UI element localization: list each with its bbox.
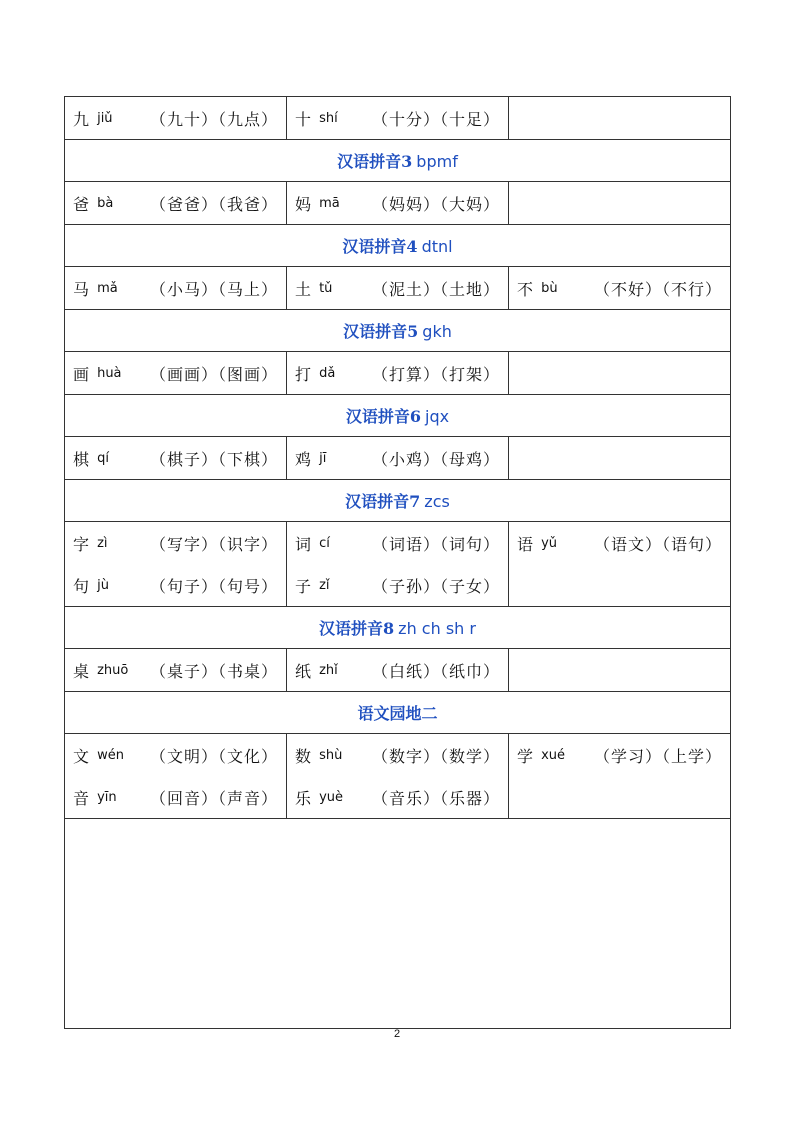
vocab-cell	[65, 522, 287, 607]
pinyin: dǎ	[319, 365, 336, 381]
hanzi-character: 纸	[295, 661, 312, 681]
vocab-entry	[73, 776, 278, 818]
pinyin: cí	[319, 535, 330, 551]
vocab-cell	[509, 649, 731, 692]
vocab-row	[65, 522, 731, 607]
word-examples: （回音）（声音）	[149, 788, 278, 808]
pinyin: bù	[541, 280, 558, 296]
hanzi-character: 数	[295, 746, 312, 766]
word-examples: （数字）（数学）	[371, 746, 500, 766]
vocab-cell	[509, 97, 731, 140]
pinyin: huà	[97, 365, 122, 381]
word-examples: （十分）（十足）	[371, 109, 500, 129]
vocab-table	[64, 96, 731, 1029]
hanzi-character: 桌	[73, 661, 90, 681]
pinyin: yǔ	[541, 535, 558, 551]
word-examples: （棋子）（下棋）	[149, 449, 278, 469]
section-header-row	[65, 480, 731, 522]
section-title: 汉语拼音7	[345, 492, 421, 511]
hanzi-character: 句	[73, 576, 90, 596]
vocab-entry	[73, 352, 278, 394]
vocab-row	[65, 352, 731, 395]
vocab-cell	[509, 267, 731, 310]
word-examples: （九十）（九点）	[149, 109, 278, 129]
vocab-entry	[73, 522, 278, 564]
word-examples: （爸爸）（我爸）	[149, 194, 278, 214]
vocab-cell	[287, 97, 509, 140]
vocab-row	[65, 437, 731, 480]
word-examples: （小鸡）（母鸡）	[371, 449, 500, 469]
vocab-row	[65, 267, 731, 310]
pinyin: jiǔ	[97, 110, 113, 126]
pinyin: zì	[97, 535, 108, 551]
pinyin: zhǐ	[319, 662, 338, 678]
blank-cell	[65, 819, 731, 1029]
word-examples: （语文）（语句）	[593, 534, 722, 554]
vocab-cell	[287, 522, 509, 607]
section-title: 汉语拼音4	[342, 237, 418, 256]
section-pinyin-letters: dtnl	[421, 237, 453, 256]
hanzi-character: 子	[295, 576, 312, 596]
section-title: 语文园地二	[357, 704, 438, 723]
word-examples: （小马）（马上）	[149, 279, 278, 299]
page-number: 2	[393, 1028, 401, 1040]
vocab-cell	[509, 522, 731, 607]
vocab-row	[65, 97, 731, 140]
pinyin: tǔ	[319, 280, 333, 296]
section-header	[65, 395, 731, 437]
section-header	[65, 225, 731, 267]
section-pinyin-letters: zcs	[424, 492, 450, 511]
vocab-entry	[73, 97, 278, 139]
vocab-table-container	[64, 96, 730, 1029]
vocab-cell	[509, 734, 731, 819]
vocab-row	[65, 734, 731, 819]
word-examples: （白纸）（纸巾）	[371, 661, 500, 681]
hanzi-character: 妈	[295, 194, 312, 214]
vocab-cell	[287, 734, 509, 819]
pinyin: shí	[319, 110, 338, 126]
vocab-cell	[509, 182, 731, 225]
section-header	[65, 310, 731, 352]
vocab-cell	[287, 267, 509, 310]
vocab-entry	[73, 564, 278, 606]
word-examples: （打算）（打架）	[371, 364, 500, 384]
hanzi-character: 不	[517, 279, 534, 299]
vocab-entry	[73, 734, 278, 776]
hanzi-character: 画	[73, 364, 90, 384]
section-pinyin-letters: bpmf	[416, 152, 458, 171]
hanzi-character: 棋	[73, 449, 90, 469]
word-examples: （画画）（图画）	[149, 364, 278, 384]
vocab-entry	[295, 522, 500, 564]
hanzi-character: 鸡	[295, 449, 312, 469]
vocab-cell	[287, 352, 509, 395]
pinyin: wén	[97, 747, 124, 763]
vocab-entry	[295, 267, 500, 309]
word-examples: （妈妈）（大妈）	[371, 194, 500, 214]
word-examples: （音乐）（乐器）	[371, 788, 500, 808]
blank-row	[65, 819, 731, 1029]
word-examples: （写字）（识字）	[149, 534, 278, 554]
vocab-cell	[509, 352, 731, 395]
vocab-cell	[65, 734, 287, 819]
pinyin: zǐ	[319, 577, 330, 593]
hanzi-character: 土	[295, 279, 312, 299]
word-examples: （不好）（不行）	[593, 279, 722, 299]
section-pinyin-letters: gkh	[422, 322, 452, 341]
vocab-entry	[517, 734, 722, 776]
pinyin: mā	[319, 195, 340, 211]
section-header-row	[65, 692, 731, 734]
vocab-cell	[65, 352, 287, 395]
vocab-entry	[73, 437, 278, 479]
word-examples: （桌子）（书桌）	[149, 661, 278, 681]
hanzi-character: 语	[517, 534, 534, 554]
pinyin: mǎ	[97, 280, 118, 296]
hanzi-character: 爸	[73, 194, 90, 214]
vocab-entry	[517, 522, 722, 564]
vocab-cell	[65, 97, 287, 140]
vocab-cell	[287, 437, 509, 480]
vocab-cell	[65, 182, 287, 225]
vocab-row	[65, 649, 731, 692]
hanzi-character: 九	[73, 109, 90, 129]
word-examples: （学习）（上学）	[593, 746, 722, 766]
vocab-entry	[295, 649, 500, 691]
vocab-cell	[287, 182, 509, 225]
vocab-entry	[295, 437, 500, 479]
section-title: 汉语拼音6	[345, 407, 422, 426]
word-examples: （文明）（文化）	[149, 746, 278, 766]
section-header	[65, 140, 731, 182]
vocab-entry	[73, 267, 278, 309]
section-header	[65, 692, 731, 734]
word-examples: （词语）（词句）	[371, 534, 500, 554]
vocab-cell	[287, 649, 509, 692]
vocab-entry	[295, 97, 500, 139]
pinyin: yuè	[319, 789, 344, 805]
vocab-entry	[517, 267, 722, 309]
section-header-row	[65, 607, 731, 649]
section-header-row	[65, 395, 731, 437]
section-header	[65, 480, 731, 522]
hanzi-character: 马	[73, 279, 90, 299]
section-header-row	[65, 225, 731, 267]
pinyin: jù	[97, 577, 109, 593]
vocab-table-body	[65, 97, 731, 1029]
pinyin: bà	[97, 195, 114, 211]
hanzi-character: 音	[73, 788, 90, 808]
hanzi-character: 文	[73, 746, 90, 766]
section-title: 汉语拼音8	[319, 619, 395, 638]
hanzi-character: 字	[73, 534, 90, 554]
section-pinyin-letters: zh ch sh r	[398, 619, 476, 638]
vocab-cell	[65, 649, 287, 692]
vocab-cell	[65, 437, 287, 480]
section-header-row	[65, 310, 731, 352]
vocab-row	[65, 182, 731, 225]
vocab-entry	[295, 734, 500, 776]
vocab-cell	[509, 437, 731, 480]
vocab-entry	[295, 776, 500, 818]
section-title: 汉语拼音5	[343, 322, 419, 341]
vocab-entry	[73, 649, 278, 691]
hanzi-character: 乐	[295, 788, 312, 808]
vocab-entry	[295, 352, 500, 394]
word-examples: （句子）（句号）	[149, 576, 278, 596]
hanzi-character: 打	[295, 364, 312, 384]
pinyin: zhuō	[97, 662, 129, 678]
hanzi-character: 词	[295, 534, 312, 554]
pinyin: yīn	[97, 789, 117, 805]
pinyin: jī	[319, 450, 327, 466]
section-header-row	[65, 140, 731, 182]
pinyin: qí	[97, 450, 109, 466]
vocab-entry	[295, 182, 500, 224]
section-pinyin-letters: jqx	[425, 407, 450, 426]
vocab-cell	[65, 267, 287, 310]
word-examples: （泥土）（土地）	[371, 279, 500, 299]
section-title: 汉语拼音3	[337, 152, 413, 171]
hanzi-character: 十	[295, 109, 312, 129]
hanzi-character: 学	[517, 746, 534, 766]
pinyin: xué	[541, 747, 566, 763]
vocab-entry	[73, 182, 278, 224]
pinyin: shù	[319, 747, 343, 763]
vocab-entry	[295, 564, 500, 606]
section-header	[65, 607, 731, 649]
word-examples: （子孙）（子女）	[371, 576, 500, 596]
